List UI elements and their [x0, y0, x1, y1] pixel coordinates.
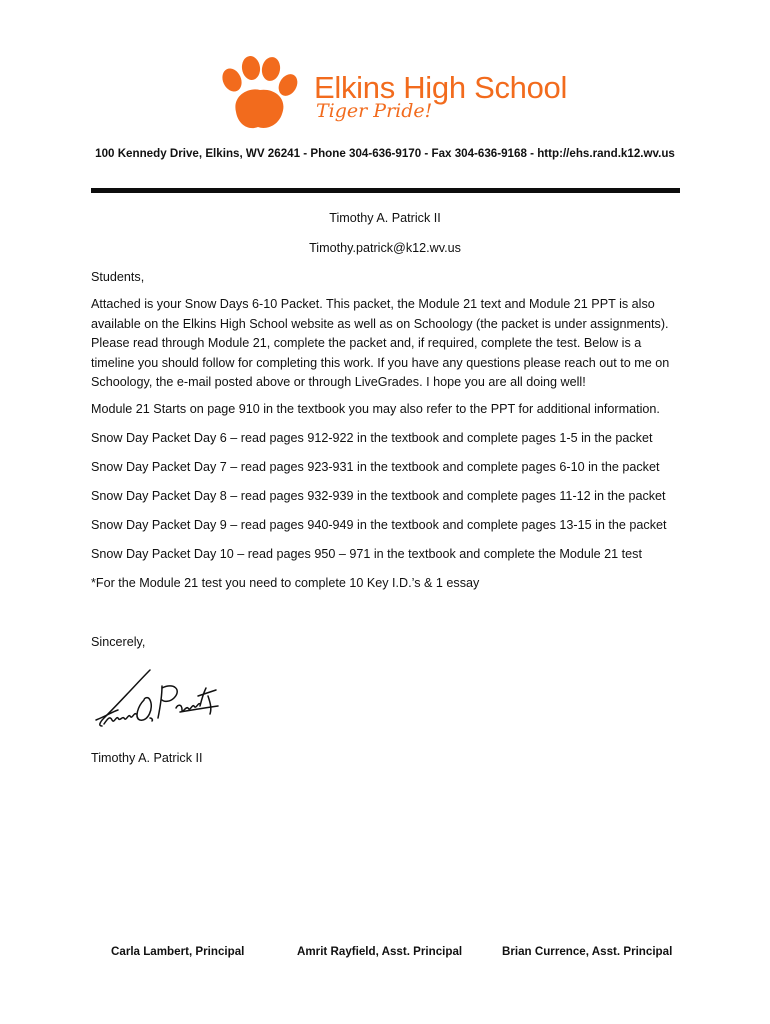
school-logo — [218, 52, 568, 142]
closing: Sincerely, — [91, 635, 146, 649]
header-divider — [91, 188, 680, 193]
school-name: Elkins High School — [314, 70, 568, 105]
schedule-day-7: Snow Day Packet Day 7 – read pages 923-931 in the textbook and complete pages 6-10 in the packet — [91, 460, 660, 474]
schedule-day-10: Snow Day Packet Day 10 – read pages 950 – 971 in the textbook and complete the Module 21 test — [91, 547, 642, 561]
schedule-day-6: Snow Day Packet Day 6 – read pages 912-922 in the textbook and complete pages 1-5 in the packet — [91, 431, 653, 445]
test-note: *For the Module 21 test you need to complete 10 Key I.D.’s & 1 essay — [91, 576, 480, 590]
schedule-day-9: Snow Day Packet Day 9 – read pages 940-949 in the textbook and complete pages 13-15 in the packet — [91, 518, 667, 532]
signer-name: Timothy A. Patrick II — [91, 751, 203, 765]
greeting: Students, — [91, 270, 145, 284]
footer-asst-principal-1: Amrit Rayfield, Asst. Principal — [297, 945, 463, 958]
tiger-paw-icon — [218, 56, 298, 132]
teacher-email: Timothy.patrick@k12.wv.us — [309, 241, 461, 255]
teacher-name: Timothy A. Patrick II — [329, 211, 441, 225]
handwritten-signature — [92, 666, 222, 732]
module-start-line: Module 21 Starts on page 910 in the textbook you may also refer to the PPT for additional information. — [91, 402, 660, 416]
footer-asst-principal-2: Brian Currence, Asst. Principal — [502, 945, 673, 958]
intro-paragraph: Attached is your Snow Days 6-10 Packet. This packet, the Module 21 text and Module 21 PPT is also available on the Elkins High School website as well as on Schoology (the packet is under assignments). Please read through Module 21, complete the packet and, if required, complete the test. Below is a timeline you should follow for completing this work. If you have any questions please reach out to me on Schoology, the e-mail posted above or through LiveGrades. I hope you are all doing well! — [91, 297, 670, 389]
school-address: 100 Kennedy Drive, Elkins, WV 26241 - Phone 304-636-9170 - Fax 304-636-9168 - http://ehs.rand.k12.wv.us — [95, 147, 675, 160]
school-tagline: Tiger Pride! — [316, 100, 433, 122]
footer-principal: Carla Lambert, Principal — [111, 945, 245, 958]
schedule-day-8: Snow Day Packet Day 8 – read pages 932-939 in the textbook and complete pages 11-12 in the packet — [91, 489, 666, 503]
